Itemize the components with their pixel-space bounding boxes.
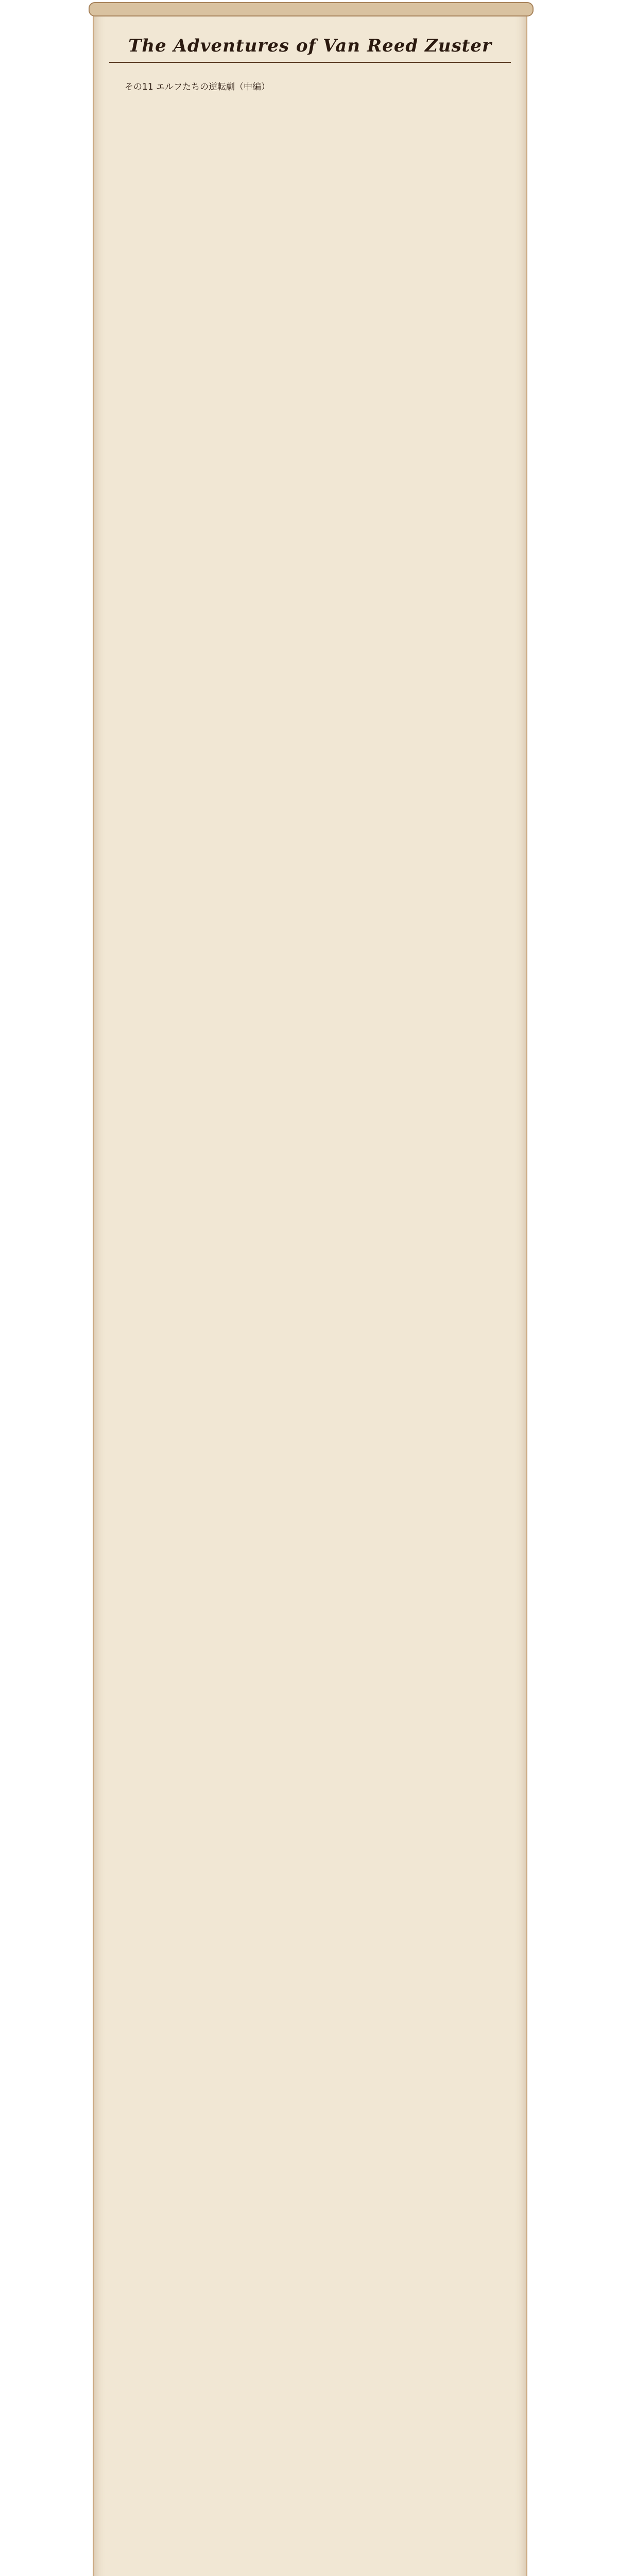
title-banner [94, 23, 526, 69]
parchment-scroll [93, 7, 527, 2576]
title-underline [109, 62, 511, 63]
story-title: The Adventures of Van Reed Zuster [128, 36, 492, 56]
chapter-heading: その11 エルフたちの逆転劇（中編） [125, 82, 270, 92]
